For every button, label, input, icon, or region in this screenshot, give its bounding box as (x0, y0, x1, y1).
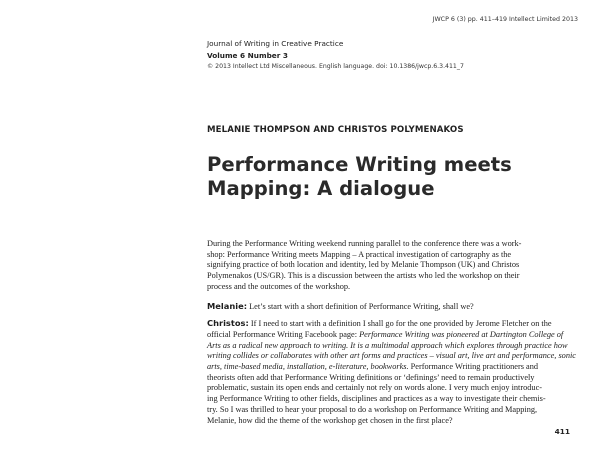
christos-line: ing Performance Writing to other fields, disciplines and practices as a way to investigate their chemis- (207, 394, 546, 404)
christos-line (207, 318, 569, 330)
speaker-melanie: Melanie: (207, 300, 248, 311)
christos-line: theorists often add that Performance Writing definitions or ‘definings’ need to remain productively (207, 372, 535, 382)
christos-line (207, 330, 569, 341)
christos-line (207, 351, 576, 362)
intro-line: During the Performance Writing weekend running parallel to the conference there was a work- (207, 239, 522, 248)
intro-line: shop: Performance Writing meets Mapping – A practical investigation of cartography as the (207, 249, 512, 259)
journal-reference: JWCP 6 (3) pp. 411–419 Intellect Limited 2013 (432, 16, 578, 23)
copyright-doi: © 2013 Intellect Ltd Miscellaneous. English language. doi: 10.1386/jwcp.6.3.411_7 (207, 63, 464, 70)
christos-line: Melanie, how did the theme of the workshop get chosen in the first place? (207, 415, 453, 425)
christos-paragraph (207, 318, 576, 426)
speaker-christos: Christos: (207, 318, 249, 329)
christos-line (207, 362, 569, 373)
article-body (207, 239, 576, 426)
definition-quote: arts, time-based media, installation, e-literature, bookworks. (207, 362, 409, 372)
article-title-line-2: Mapping: A dialogue (207, 177, 435, 200)
intro-line: Polymenakos (US/GR). This is a discussion between the artists who led the workshop on their (207, 271, 520, 281)
article-title (207, 153, 512, 201)
page-number: 411 (554, 427, 570, 436)
christos-text: official Performance Writing Facebook page: (207, 329, 360, 339)
definition-quote: Performance Writing was pioneered at Dartington College of (359, 329, 564, 339)
christos-text: Performance Writing practitioners and (408, 362, 539, 372)
journal-volume: Volume 6 Number 3 (207, 50, 288, 60)
christos-line: problematic, sustain its open ends and certainly not rely on words alone. I very much enjoy introduc- (207, 383, 543, 393)
melanie-question: Let’s start with a short definition of Performance Writing, shall we? (247, 301, 474, 311)
definition-quote: writing collides or collaborates with other art forms and practices – visual art, live art and performance, sonic (207, 351, 576, 361)
melanie-line (207, 301, 569, 313)
journal-title: Journal of Writing in Creative Practice (207, 39, 344, 48)
intro-paragraph (207, 239, 569, 293)
melanie-paragraph (207, 301, 569, 313)
christos-text: If I need to start with a definition I shall go for the one provided by Jerome Fletcher on the (248, 319, 552, 329)
christos-line (207, 341, 569, 352)
intro-line: signifying practice of both location and identity, led by Melanie Thompson (UK) and Christos (207, 260, 520, 270)
journal-info (207, 38, 464, 73)
christos-line: try. So I was thrilled to hear your proposal to do a workshop on Performance Writing and Mapping, (207, 404, 538, 414)
article-authors: MELANIE THOMPSON AND CHRISTOS POLYMENAKOS (207, 125, 464, 135)
article-title-line-1: Performance Writing meets (207, 153, 512, 176)
definition-quote: Arts as a radical new approach to writing. It is a multimodal approach which explores through practice how (207, 340, 568, 350)
intro-line: process and the outcomes of the workshop. (207, 281, 351, 291)
